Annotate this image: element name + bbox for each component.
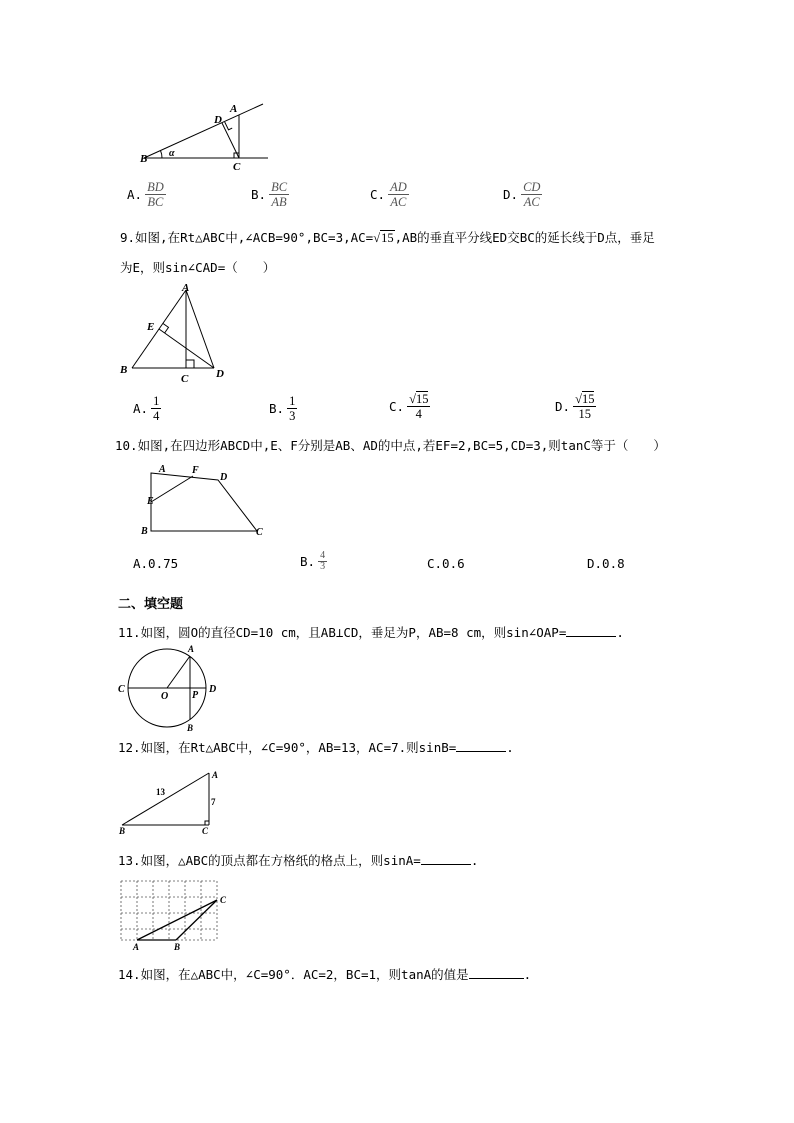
q8-option-b-num: BC [271,180,288,194]
q11-stem [118,623,624,641]
q9-option-a-letter: A. [133,401,149,416]
q9-stem-post: ,AB的垂直平分线ED交BC的延长线于D点，垂足 [394,230,655,245]
q9-option-b-letter: B. [269,401,285,416]
q10-option-b[interactable] [300,551,327,572]
q9-label-a: A [182,282,190,294]
q8-label-d: D [214,114,222,126]
q9-option-c-num: √15 [409,392,429,406]
q12-answer-blank[interactable] [456,751,506,752]
q10-option-b-fraction [318,551,327,572]
q13-label-c: C [220,895,227,905]
q10-label-f: F [192,465,199,476]
q9-label-d: D [216,368,224,380]
q9-figure [116,280,236,384]
q11-label-d: D [209,684,217,695]
q8-option-b-den: AB [271,195,287,209]
q12-figure [116,764,228,836]
q9-stem-pre: 9.如图,在Rt△ABC中,∠ACB=90°,BC=3,AC= [120,230,374,245]
q9-option-b-num: 1 [289,394,296,408]
q10-option-b-den: 3 [320,561,326,572]
q12-label-ab: 13 [156,787,165,797]
q8-option-d-letter: D. [503,187,519,202]
q8-label-c: C [233,161,241,173]
q8-label-alpha: α [169,148,175,159]
q9-label-c: C [181,373,189,384]
q8-option-c-num: AD [390,180,407,194]
q12-label-c: C [202,826,209,836]
q10-option-c[interactable]: C.0.6 [427,556,465,571]
q9-option-d[interactable] [555,392,596,421]
q8-option-d-den: AC [523,195,540,209]
q8-option-b-fraction [269,180,289,209]
q12-stem-end: . [506,740,514,755]
q9-option-a-num: 1 [153,394,160,408]
q8-option-c[interactable] [370,180,409,209]
q12-stem [118,738,514,756]
q8-option-d-num: CD [523,180,541,194]
q9-option-c-rad: 15 [415,392,429,406]
q12-stem-text: 12.如图，在Rt△ABC中，∠C=90°，AB=13，AC=7.则sinB= [118,740,457,755]
q11-label-o: O [161,691,169,702]
q10-label-a: A [159,464,166,475]
q12-label-ac: 7 [211,797,216,807]
q9-option-a[interactable] [133,394,161,423]
q9-option-d-letter: D. [555,399,571,414]
q9-option-c-letter: C. [389,399,405,414]
q10-figure [136,460,270,538]
q14-stem [118,965,531,983]
q11-stem-end: . [616,625,624,640]
q9-option-c[interactable] [389,392,430,421]
q8-option-d-fraction [521,180,542,209]
section-title: 二、填空题 [118,597,184,612]
q9-option-d-rad: 15 [581,392,595,406]
q8-option-a-letter: A. [127,187,143,202]
q14-stem-end: . [523,967,532,982]
q9-option-b-fraction [287,394,297,423]
q10-label-d: D [220,472,228,483]
q10-option-b-letter: B. [300,554,316,569]
q13-stem-end: . [470,853,479,868]
q13-answer-blank[interactable] [421,864,471,865]
q9-option-b[interactable] [269,394,297,423]
q10-stem: 10.如图,在四边形ABCD中,E、F分别是AB、AD的中点,若EF=2,BC=5,CD=3,则tanC等于（ ） [115,438,666,453]
q9-option-c-den: 4 [415,407,422,421]
q13-stem [118,851,478,869]
q8-label-a: A [230,103,238,115]
q9-option-d-den: 15 [578,407,591,421]
q8-option-b-letter: B. [251,187,267,202]
q8-option-a-fraction [145,180,166,209]
q8-option-d[interactable] [503,180,542,209]
q8-option-a-num: BD [147,180,164,194]
q10-label-b: B [141,526,148,537]
q11-label-b: B [187,723,194,733]
q11-label-a: A [188,644,195,654]
q13-label-a: A [133,942,140,952]
q13-label-b: B [174,942,181,952]
q10-option-d[interactable]: D.0.8 [587,556,625,571]
q13-figure [116,876,236,954]
q8-figure [136,98,276,174]
q11-answer-blank[interactable] [566,636,616,637]
q9-stem-line2: 为E，则sin∠CAD=（ ） [120,260,276,275]
q14-stem-text: 14.如图，在△ABC中，∠C=90°．AC=2，BC=1，则tanA的值是 [118,967,469,982]
q12-label-b: B [119,826,126,836]
q9-label-e: E [147,321,155,333]
q11-label-p: P [192,690,199,701]
q10-label-e: E [147,496,154,507]
q8-option-c-den: AC [390,195,407,209]
q9-stem-line1 [120,228,655,246]
q9-label-b: B [120,364,128,376]
q8-option-a[interactable] [127,180,166,209]
q10-option-a[interactable]: A.0.75 [133,556,179,571]
q9-option-c-fraction [407,392,430,421]
q12-label-a: A [212,770,219,780]
q14-answer-blank[interactable] [469,978,524,979]
q9-option-d-num: √15 [575,392,595,406]
q9-option-b-den: 3 [289,409,296,423]
q9-option-a-den: 4 [153,409,160,423]
q8-option-b[interactable] [251,180,289,209]
q8-option-c-letter: C. [370,187,386,202]
q8-option-a-den: BC [147,195,164,209]
q9-sqrt-value: 15 [381,231,394,245]
q8-label-b: B [140,153,148,165]
q9-option-a-fraction [151,394,161,423]
q10-label-c: C [256,527,263,538]
q9-option-d-fraction [573,392,596,421]
q11-label-c: C [118,684,125,695]
q11-stem-text: 11.如图，圆O的直径CD=10 cm，且AB⊥CD，垂足为P，AB=8 cm，则sin∠OAP= [118,625,567,640]
q10-option-b-num: 4 [320,550,326,561]
q13-stem-text: 13.如图，△ABC的顶点都在方格纸的格点上，则sinA= [118,853,421,868]
q11-figure [116,642,226,734]
q9-sqrt: √15 [373,231,394,245]
q8-option-c-fraction [388,180,409,209]
